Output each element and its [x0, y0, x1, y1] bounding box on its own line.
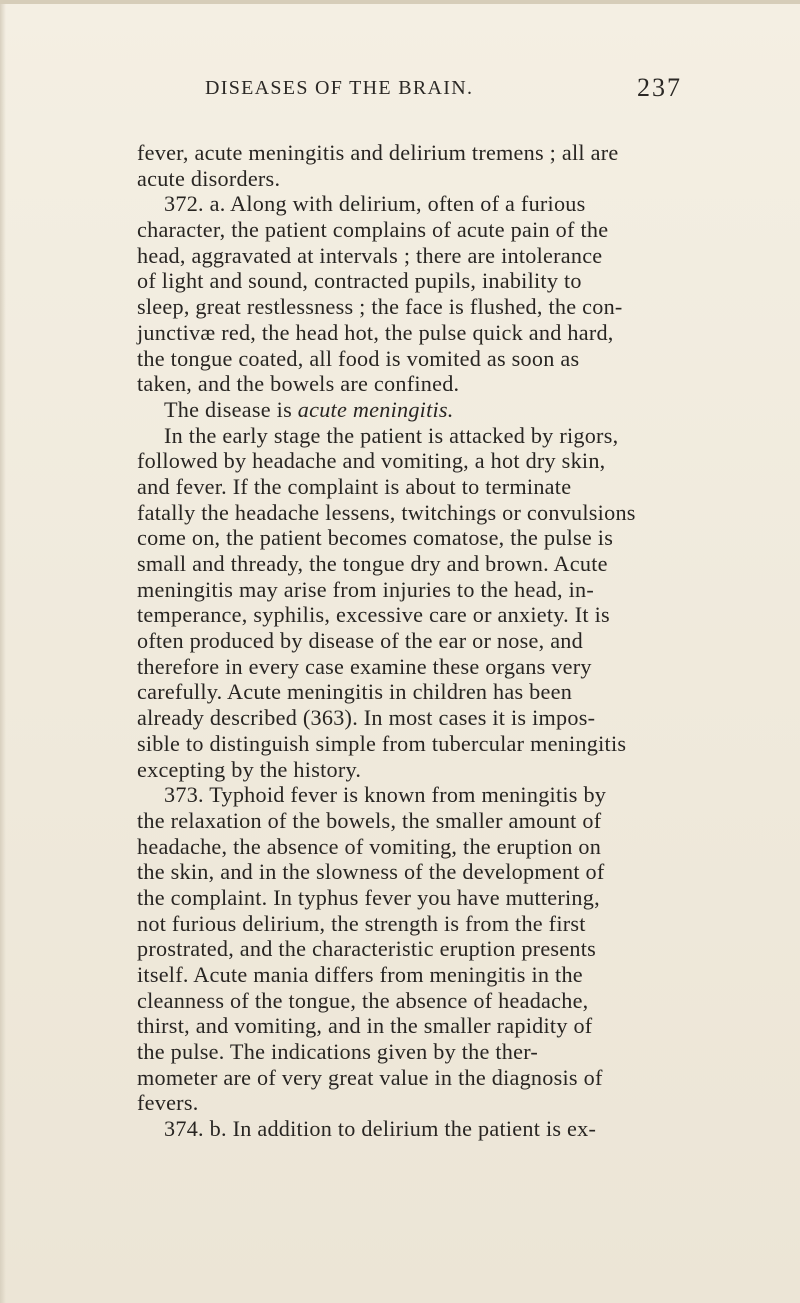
running-head-title: DISEASES OF THE BRAIN.: [205, 77, 474, 99]
text-line: cleanness of the tongue, the absence of headache,: [137, 987, 589, 1013]
text-line: headache, the absence of vomiting, the eruption on: [137, 833, 602, 859]
text-line: small and thready, the tongue dry and brown. Acute: [137, 551, 608, 576]
text-line: fatally the headache lessens, twitchings or convulsions: [137, 499, 636, 525]
top-border: [0, 0, 800, 4]
text-line: the pulse. The indications given by the ther-: [137, 1039, 539, 1065]
text-line: the complaint. In typhus fever you have muttering,: [137, 884, 600, 910]
text-line: acute disorders.: [137, 165, 281, 191]
text-line: thirst, and vomiting, and in the smaller rapidity of: [137, 1013, 593, 1039]
text-line: often produced by disease of the ear or nose, and: [137, 628, 583, 654]
text-line: taken, and the bowels are confined.: [137, 371, 460, 397]
text-line: junctivæ red, the head hot, the pulse quick and hard,: [137, 319, 614, 345]
text-line: sleep, great restlessness ; the face is flushed, the con-: [137, 294, 623, 320]
text-line: of light and sound, contracted pupils, inability to: [137, 268, 582, 294]
text-line: already described (363). In most cases it is impos-: [137, 705, 596, 731]
text-line: itself. Acute mania differs from meningitis in the: [137, 962, 583, 987]
text-line: sible to distinguish simple from tubercular meningitis: [137, 730, 627, 756]
text-line: carefully. Acute meningitis in children has been: [137, 679, 573, 705]
text-line: excepting by the history.: [137, 756, 362, 782]
text-line: the tongue coated, all food is vomited as soon as: [137, 345, 580, 371]
text-line: the skin, and in the slowness of the development of: [137, 859, 605, 885]
text-line: not furious delirium, the strength is from the first: [137, 910, 586, 936]
text-line: head, aggravated at intervals ; there are intolerance: [137, 242, 603, 268]
emphasis-text: acute meningitis.: [297, 396, 454, 422]
text-line: mometer are of very great value in the diagnosis of: [137, 1064, 603, 1090]
text-line: come on, the patient becomes comatose, the pulse is: [137, 525, 614, 551]
text-line: the relaxation of the bowels, the smaller amount of: [137, 807, 602, 833]
page-edge-shadow: [0, 0, 6, 1303]
body-text: [137, 140, 787, 1142]
page-number: 237: [637, 73, 682, 102]
text-line: The disease is acute meningitis.: [164, 396, 454, 422]
text-line: followed by headache and vomiting, a hot dry skin,: [137, 448, 606, 474]
text-line: meningitis may arise from injuries to the head, in-: [137, 576, 595, 602]
text-line: therefore in every case examine these organs very: [137, 653, 592, 679]
text-line: In the early stage the patient is attacked by rigors,: [164, 422, 619, 448]
text-line: temperance, syphilis, excessive care or anxiety. It is: [137, 602, 610, 628]
text-line: 372. a. Along with delirium, often of a furious: [164, 191, 586, 217]
text-line: prostrated, and the characteristic eruption presents: [137, 936, 597, 962]
text-line: fevers.: [137, 1090, 199, 1116]
text-line: and fever. If the complaint is about to terminate: [137, 473, 572, 499]
text-line: character, the patient complains of acute pain of the: [137, 217, 609, 243]
text-line: 373. Typhoid fever is known from meningitis by: [164, 782, 607, 808]
text-line: fever, acute meningitis and delirium tremens ; all are: [137, 140, 619, 165]
text-line: 374. b. In addition to delirium the patient is ex-: [164, 1116, 597, 1142]
running-head: [0, 73, 800, 107]
